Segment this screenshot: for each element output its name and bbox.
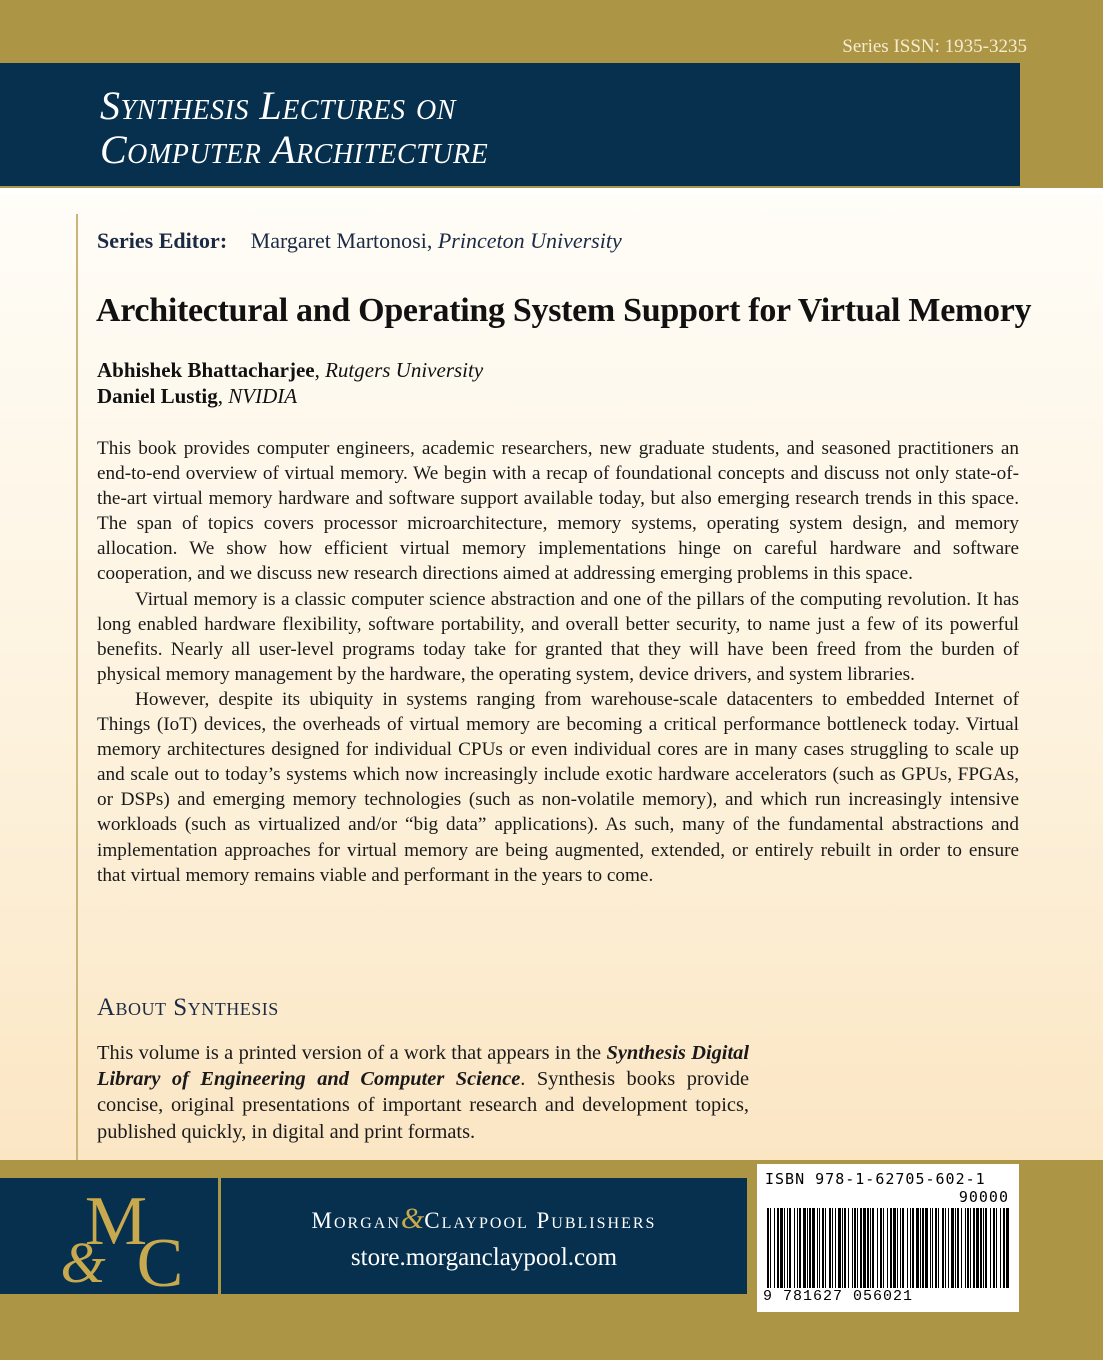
barcode-bar xyxy=(887,1208,888,1288)
barcode-bar xyxy=(945,1208,946,1288)
description-paragraph: However, despite its ubiquity in systems ranging from warehouse-scale datacenters to embedded Internet of Things (IoT) devices, the overheads of virtual memory are becoming a critical performance bottleneck today. Virtual memory architectures designed for individual CPUs or even individual cores are in many cases struggling to scale up and scale out to today’s systems which now increasingly include exotic hardware accelerators (such as GPUs, FPGAs, or DSPs) and emerging memory technologies (such as non-volatile memory), and which run increasingly intensive workloads (such as virtualized and/or “big data” applications). As such, many of the fundamental abstractions and implementation approaches for virtual memory are being augmented, extended, or entirely rebuilt in order to ensure that virtual memory remains viable and performant in the years to come. xyxy=(97,688,1019,886)
barcode-bar xyxy=(770,1208,771,1288)
barcode-bar xyxy=(893,1208,896,1288)
author-affiliation: Rutgers University xyxy=(325,358,484,382)
series-title xyxy=(100,84,488,172)
barcode-bar xyxy=(942,1208,944,1288)
author-separator: , xyxy=(217,384,229,408)
barcode-bar xyxy=(1000,1208,1001,1288)
price-code: 90000 xyxy=(958,1188,1009,1206)
barcode-bar xyxy=(890,1208,892,1288)
barcode-bar xyxy=(907,1208,908,1288)
about-library-name: Synthesis Digital Library of Engineering and Computer Science xyxy=(97,1042,749,1091)
barcode-bar xyxy=(860,1208,862,1288)
svg-text:&: & xyxy=(60,1230,106,1294)
barcode-bar xyxy=(930,1208,931,1288)
author-line xyxy=(97,383,483,409)
barcode-bar xyxy=(852,1208,853,1288)
barcode-bar xyxy=(938,1208,939,1288)
series-editor-label: Series Editor: xyxy=(97,228,228,253)
barcode-bar xyxy=(812,1208,815,1288)
barcode-bar xyxy=(897,1208,898,1288)
barcode-bar xyxy=(902,1208,904,1288)
barcode-bar xyxy=(951,1208,954,1288)
barcode-bar xyxy=(825,1208,826,1288)
barcode-bar xyxy=(910,1208,911,1288)
mc-monogram-icon xyxy=(0,1178,218,1294)
barcode-bar xyxy=(867,1208,869,1288)
barcode-bar xyxy=(848,1208,849,1288)
barcode-bar xyxy=(774,1208,775,1288)
barcode-bar xyxy=(809,1208,811,1288)
barcode-bar xyxy=(970,1208,971,1288)
author-affiliation: NVIDIA xyxy=(228,384,298,408)
author-list xyxy=(97,357,483,409)
barcode-bar xyxy=(787,1208,788,1288)
isbn-barcode xyxy=(757,1164,1019,1312)
barcode-bar xyxy=(838,1208,841,1288)
svg-text:C: C xyxy=(136,1225,184,1294)
barcode-bar xyxy=(807,1208,808,1288)
barcode-bar xyxy=(948,1208,949,1288)
barcode-bar xyxy=(996,1208,997,1288)
barcode-bar xyxy=(797,1208,798,1288)
barcode-digits: 9 781627 056021 xyxy=(763,1288,914,1305)
about-text-end: . Synthesis books provide concise, original presentations of important research and development topics, published quickly, in digital and print formats. xyxy=(97,1068,749,1143)
barcode-bar xyxy=(803,1208,806,1288)
series-editor-name: Margaret Martonosi, xyxy=(250,228,433,253)
barcode-bar xyxy=(985,1208,987,1288)
author-separator: , xyxy=(314,358,326,382)
barcode-bar xyxy=(777,1208,779,1288)
publisher-name xyxy=(221,1202,747,1236)
barcode-bar xyxy=(844,1208,846,1288)
barcode-bar xyxy=(819,1208,820,1288)
barcode-bar xyxy=(912,1208,914,1288)
book-description xyxy=(97,436,1019,888)
barcode-bar xyxy=(900,1208,901,1288)
barcode-bar xyxy=(872,1208,874,1288)
about-heading: About Synthesis xyxy=(97,994,279,1021)
barcode-bar xyxy=(983,1208,984,1288)
author-name: Abhishek Bhattacharjee xyxy=(97,358,315,382)
barcode-bar xyxy=(829,1208,831,1288)
barcode-bar xyxy=(935,1208,937,1288)
barcode-bar xyxy=(767,1208,769,1288)
publisher-name-part2: Claypool Publishers xyxy=(424,1208,657,1233)
barcode-bars-icon xyxy=(765,1208,1011,1288)
barcode-bar xyxy=(863,1208,866,1288)
barcode-bar xyxy=(955,1208,956,1288)
barcode-bar xyxy=(922,1208,924,1288)
publisher-name-part1: Morgan xyxy=(311,1208,401,1233)
barcode-bar xyxy=(967,1208,969,1288)
barcode-bar xyxy=(822,1208,824,1288)
author-line xyxy=(97,357,483,383)
barcode-bar xyxy=(832,1208,833,1288)
barcode-bar xyxy=(857,1208,858,1288)
about-text xyxy=(97,1040,749,1145)
barcode-bar xyxy=(799,1208,801,1288)
barcode-bar xyxy=(932,1208,933,1288)
barcode-bar xyxy=(990,1208,991,1288)
author-name: Daniel Lustig xyxy=(97,384,218,408)
barcode-bar xyxy=(980,1208,982,1288)
barcode-bar xyxy=(854,1208,856,1288)
barcode-bar xyxy=(835,1208,836,1288)
publisher-url: store.morganclaypool.com xyxy=(350,1244,618,1271)
publisher-logo xyxy=(0,1178,218,1294)
barcode-bar xyxy=(817,1208,818,1288)
series-title-line-1: Synthesis Lectures on xyxy=(100,83,456,128)
description-paragraph: Virtual memory is a classic computer science abstraction and one of the pillars of the computing revolution. It has long enabled hardware flexibility, software portability, and overall better security, to name just a few of its powerful benefits. Nearly all user-level programs today take for granted that they will have been freed from the burden of physical memory management by the hardware, the operating system, device drivers, and system libraries. xyxy=(97,588,1019,685)
barcode-bar xyxy=(877,1208,878,1288)
barcode-bar xyxy=(993,1208,995,1288)
series-issn: Series ISSN: 1935-3235 xyxy=(842,36,1027,57)
series-editor xyxy=(97,228,622,254)
svg-text:M: M xyxy=(84,1183,148,1260)
about-text-start: This volume is a printed version of a work that appears in the xyxy=(97,1042,607,1064)
barcode-bar xyxy=(973,1208,975,1288)
description-paragraph: This book provides computer engineers, academic researchers, new graduate students, and seasoned practitioners an end-to-end overview of virtual memory. We begin with a recap of foundational concepts and discuss not only state-of-the-art virtual memory hardware and software support available today, but also emerging research trends in this space. The span of topics covers processor microarchitecture, memory systems, operating system design, and memory allocation. We show how efficient virtual memory implementations hinge on careful hardware and software cooperation, and we discuss new research directions aimed at addressing emerging problems in this space. xyxy=(97,438,1019,585)
publisher-ampersand: & xyxy=(400,1202,425,1235)
barcode-bar xyxy=(880,1208,882,1288)
barcode-bar xyxy=(957,1208,959,1288)
barcode-bar xyxy=(916,1208,919,1288)
barcode-bar xyxy=(976,1208,979,1288)
barcode-bar xyxy=(961,1208,962,1288)
series-editor-affiliation: Princeton University xyxy=(437,228,622,253)
barcode-bar xyxy=(883,1208,884,1288)
barcode-bar xyxy=(842,1208,843,1288)
barcode-bar xyxy=(925,1208,928,1288)
book-title: Architectural and Operating System Support for Virtual Memory xyxy=(96,292,1032,329)
barcode-bar xyxy=(789,1208,791,1288)
barcode-bar xyxy=(784,1208,785,1288)
margin-rule xyxy=(76,214,78,1160)
barcode-bar xyxy=(920,1208,921,1288)
barcode-bar xyxy=(1003,1208,1005,1288)
publisher-panel xyxy=(221,1178,747,1294)
barcode-bar xyxy=(965,1208,966,1288)
isbn-label: ISBN 978-1-62705-602-1 xyxy=(765,1170,986,1188)
barcode-bar xyxy=(794,1208,795,1288)
series-title-line-2: Computer Architecture xyxy=(100,127,489,172)
barcode-bar xyxy=(870,1208,871,1288)
barcode-bar xyxy=(1006,1208,1009,1288)
barcode-bar xyxy=(780,1208,783,1288)
